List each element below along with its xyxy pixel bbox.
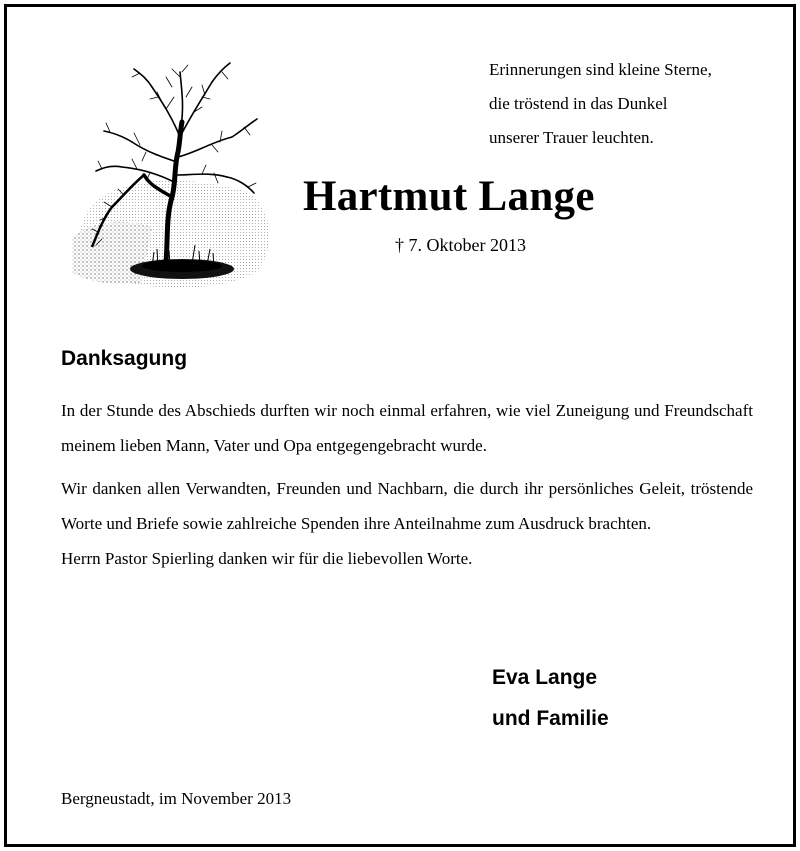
memorial-poem xyxy=(489,53,712,155)
poem-line: unserer Trauer leuchten. xyxy=(489,128,654,147)
bare-tree-icon xyxy=(62,57,282,302)
signature-block xyxy=(492,657,609,739)
signature-line: und Familie xyxy=(492,707,609,730)
thanks-body xyxy=(61,393,753,576)
signature-line: Eva Lange xyxy=(492,666,598,689)
thanks-paragraph: In der Stunde des Abschieds durften wir noch einmal erfahren, wie viel Zuneigung und Freundschaft meinem lieben Mann, Vater und Opa entgegengebracht wurde. xyxy=(61,401,753,455)
thanks-paragraph: Herrn Pastor Spierling danken wir für die liebevollen Worte. xyxy=(61,549,473,568)
poem-line: Erinnerungen sind kleine Sterne, xyxy=(489,60,712,79)
place-date: Bergneustadt, im November 2013 xyxy=(61,789,292,808)
death-date: † 7. Oktober 2013 xyxy=(395,235,526,255)
poem-line: die tröstend in das Dunkel xyxy=(489,94,668,113)
obituary-notice-frame xyxy=(4,4,796,847)
deceased-name: Hartmut Lange xyxy=(303,173,595,220)
thanks-heading: Danksagung xyxy=(61,347,188,370)
thanks-paragraph: Wir danken allen Verwandten, Freunden und Nachbarn, die durch ihr persönliches Geleit, tröstende Worte und Briefe sowie zahlreiche Spenden ihre Anteilnahme zum Ausdruck brachten. xyxy=(61,479,753,533)
